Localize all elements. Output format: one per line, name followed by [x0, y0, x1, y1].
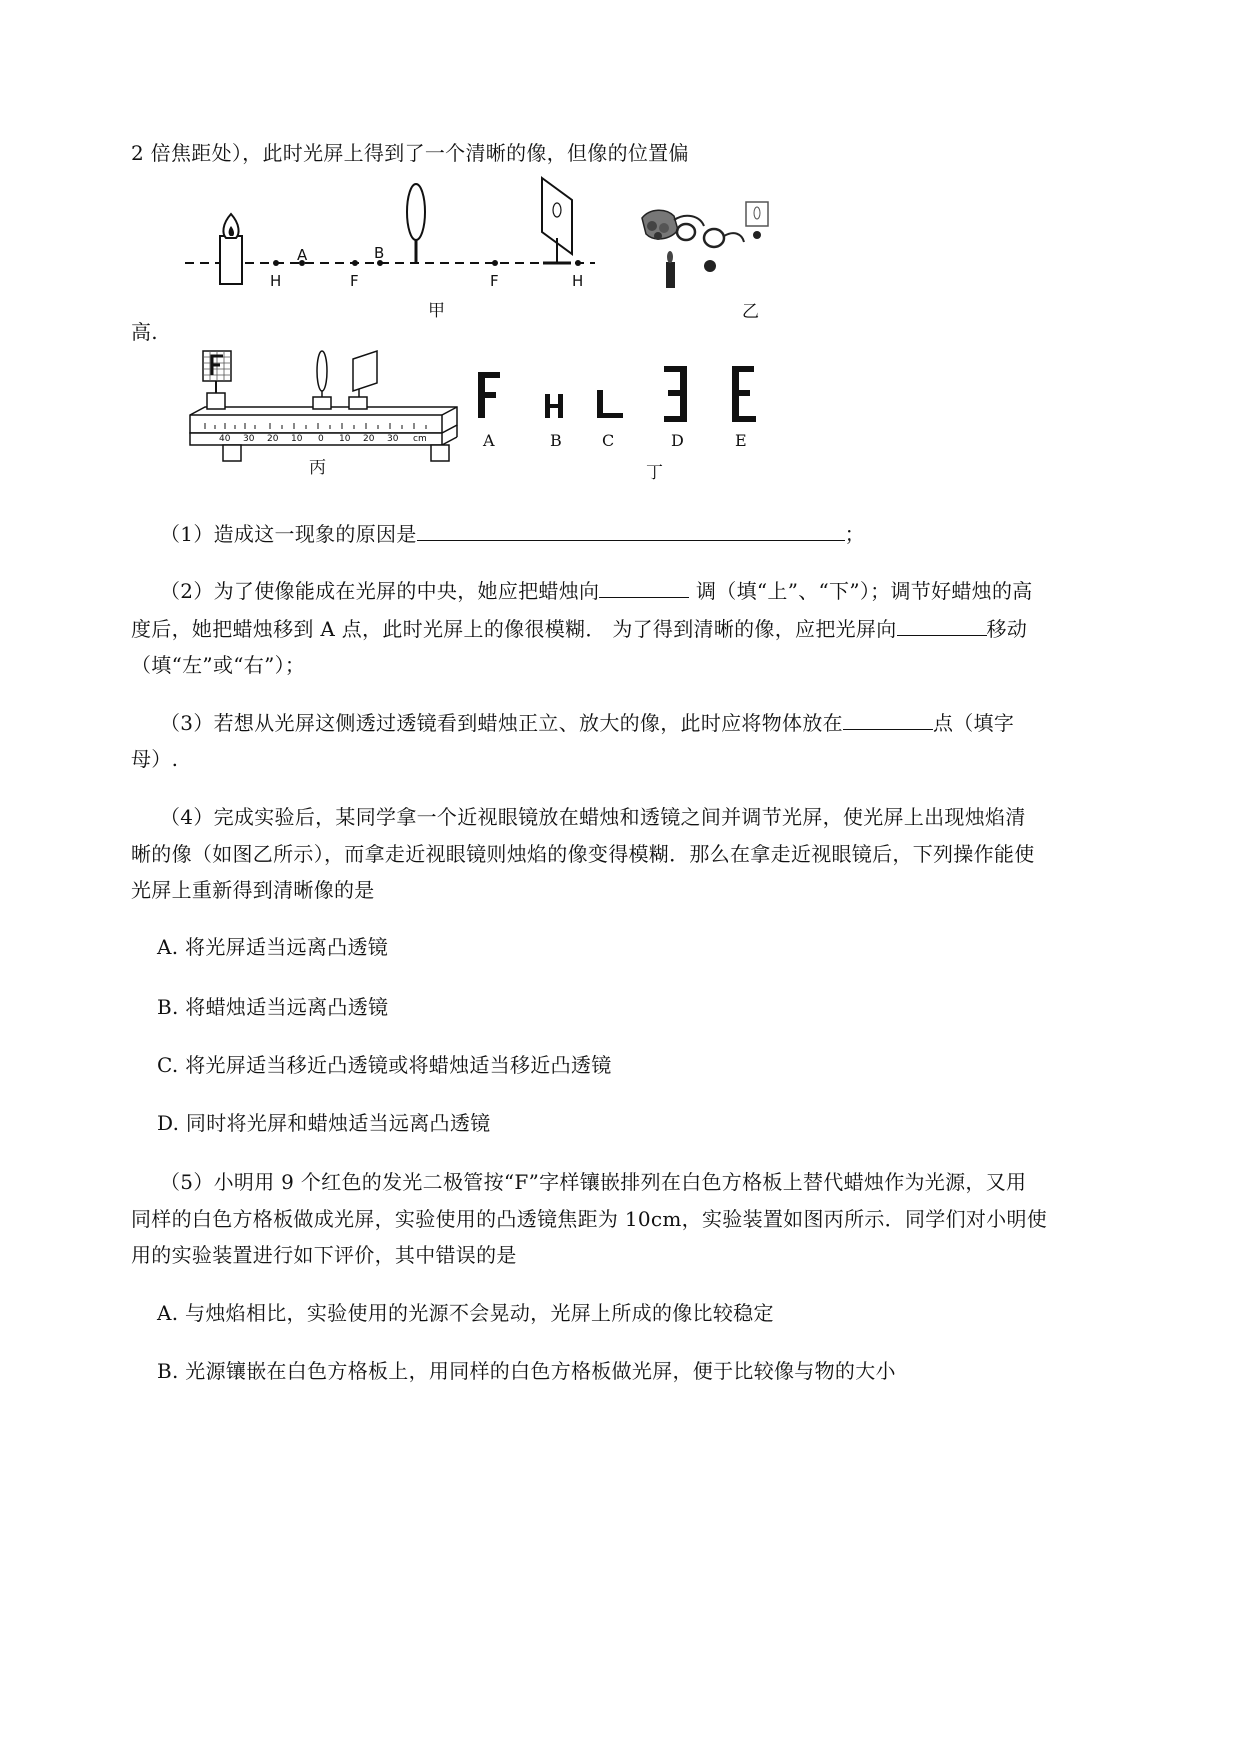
ruler-tick-label: 20	[267, 434, 279, 444]
intro-line-2: 高.	[131, 320, 158, 344]
small-lens-stand-icon	[704, 260, 716, 272]
image-option-c-icon	[597, 390, 623, 418]
option-letter-a: A	[483, 431, 495, 450]
point-label-h1: H	[270, 272, 282, 290]
figure-jia	[180, 170, 610, 325]
intro-line-1: 2 倍焦距处），此时光屏上得到了一个清晰的像，但像的位置偏	[131, 141, 689, 165]
candle-icon	[220, 214, 242, 284]
figure-caption-bing: 丙	[309, 458, 326, 478]
figure-bing	[185, 345, 465, 480]
point-label-a: A	[297, 246, 308, 264]
answer-blank-3[interactable]	[843, 709, 933, 730]
option-letter-c: C	[602, 431, 615, 450]
question-4-line-3: 光屏上重新得到清晰像的是	[131, 878, 375, 902]
ruler-tick-label: 40	[219, 434, 231, 444]
image-option-b-icon	[545, 394, 563, 418]
question-5-line-1: （5）小明用 9 个红色的发光二极管按“F”字样镶嵌排列在白色方格板上替代蜡烛作为光源，又用	[160, 1170, 1027, 1194]
question-1	[160, 520, 865, 548]
question-5-line-2: 同样的白色方格板做成光屏，实验使用的凸透镜焦距为 10cm，实验装置如图丙所示．同学们对小明使	[131, 1207, 1048, 1231]
small-candle-icon	[666, 251, 675, 288]
question-4-line-2: 晰的像（如图乙所示），而拿走近视眼镜则烛焰的像变得模糊．那么在拿走近视眼镜后，下列操作能使	[131, 842, 1035, 866]
question-2-text-c: 度后，她把蜡烛移到 A 点，此时光屏上的像很模糊． 为了得到清晰的像，应把光屏向	[131, 617, 897, 641]
question-2-line-1	[160, 577, 1033, 605]
question-4-option-b[interactable]: B. 将蜡烛适当远离凸透镜	[157, 995, 389, 1019]
hand-holding-glasses-icon	[642, 210, 744, 247]
image-option-d-icon	[664, 366, 687, 422]
point-label-f1: F	[350, 272, 359, 290]
question-2-line-3: （填“左”或“右”）；	[131, 653, 306, 677]
question-4-option-c[interactable]: C. 将光屏适当移近凸透镜或将蜡烛适当移近凸透镜	[157, 1053, 612, 1077]
question-3-text-a: （3）若想从光屏这侧透过透镜看到蜡烛正立、放大的像，此时应将物体放在	[160, 711, 843, 735]
question-4-option-d[interactable]: D. 同时将光屏和蜡烛适当远离凸透镜	[157, 1111, 491, 1135]
question-3-text-b: 点（填字	[932, 711, 1015, 735]
option-letter-b: B	[550, 431, 562, 450]
question-4-line-1: （4）完成实验后，某同学拿一个近视眼镜放在蜡烛和透镜之间并调节光屏，使光屏上出现烛焰清	[160, 805, 1026, 829]
ruler-tick-label: 30	[387, 434, 399, 444]
question-5-option-b[interactable]: B. 光源镶嵌在白色方格板上，用同样的白色方格板做光屏，便于比较像与物的大小	[157, 1359, 896, 1383]
f-light-source-icon	[203, 351, 231, 409]
image-option-a-icon	[478, 372, 500, 418]
figure-caption-yi: 乙	[742, 302, 759, 320]
figure-caption-jia: 甲	[428, 301, 445, 321]
point-label-b: B	[374, 244, 385, 262]
question-2-text-b: 调（填“上”、“下”）；调节好蜡烛的高	[689, 579, 1033, 603]
question-2-text-a: （2）为了使像能成在光屏的中央，她应把蜡烛向	[160, 579, 600, 603]
point-label-h2: H	[572, 272, 584, 290]
question-2-line-2	[131, 615, 1027, 643]
question-3-line-1	[160, 709, 1014, 737]
lens-on-bench-icon	[313, 351, 331, 409]
image-option-e-icon	[732, 366, 756, 422]
figure-caption-ding: 丁	[646, 463, 663, 483]
question-1-end: ；	[844, 522, 865, 546]
point-label-f2: F	[490, 272, 499, 290]
question-2-text-d: 移动	[986, 617, 1028, 641]
ruler-tick-label: cm	[413, 434, 427, 444]
question-5-line-3: 用的实验装置进行如下评价，其中错误的是	[131, 1243, 517, 1267]
question-5-option-a[interactable]: A. 与烛焰相比，实验使用的光源不会晃动，光屏上所成的像比较稳定	[157, 1301, 774, 1325]
screen-on-bench-icon	[349, 351, 377, 409]
ruler-tick-label: 10	[339, 434, 351, 444]
convex-lens-icon	[407, 184, 425, 263]
ruler-tick-label: 20	[363, 434, 375, 444]
question-3-line-2: 母）.	[131, 747, 179, 771]
ruler-tick-label: 10	[291, 434, 303, 444]
answer-blank-2b[interactable]	[897, 615, 987, 636]
answer-blank-2a[interactable]	[599, 577, 689, 598]
light-screen-icon	[542, 178, 572, 263]
answer-blank-1[interactable]	[417, 520, 845, 541]
ruler-tick-label: 30	[243, 434, 255, 444]
option-letter-e: E	[735, 431, 747, 450]
figure-ding	[470, 360, 770, 485]
small-screen-icon	[746, 202, 768, 239]
option-letter-d: D	[671, 431, 684, 450]
question-4-option-a[interactable]: A. 将光屏适当远离凸透镜	[157, 935, 389, 959]
question-1-text: （1）造成这一现象的原因是	[160, 522, 417, 546]
ruler-tick-label: 0	[318, 434, 324, 444]
figure-yi	[630, 190, 790, 320]
